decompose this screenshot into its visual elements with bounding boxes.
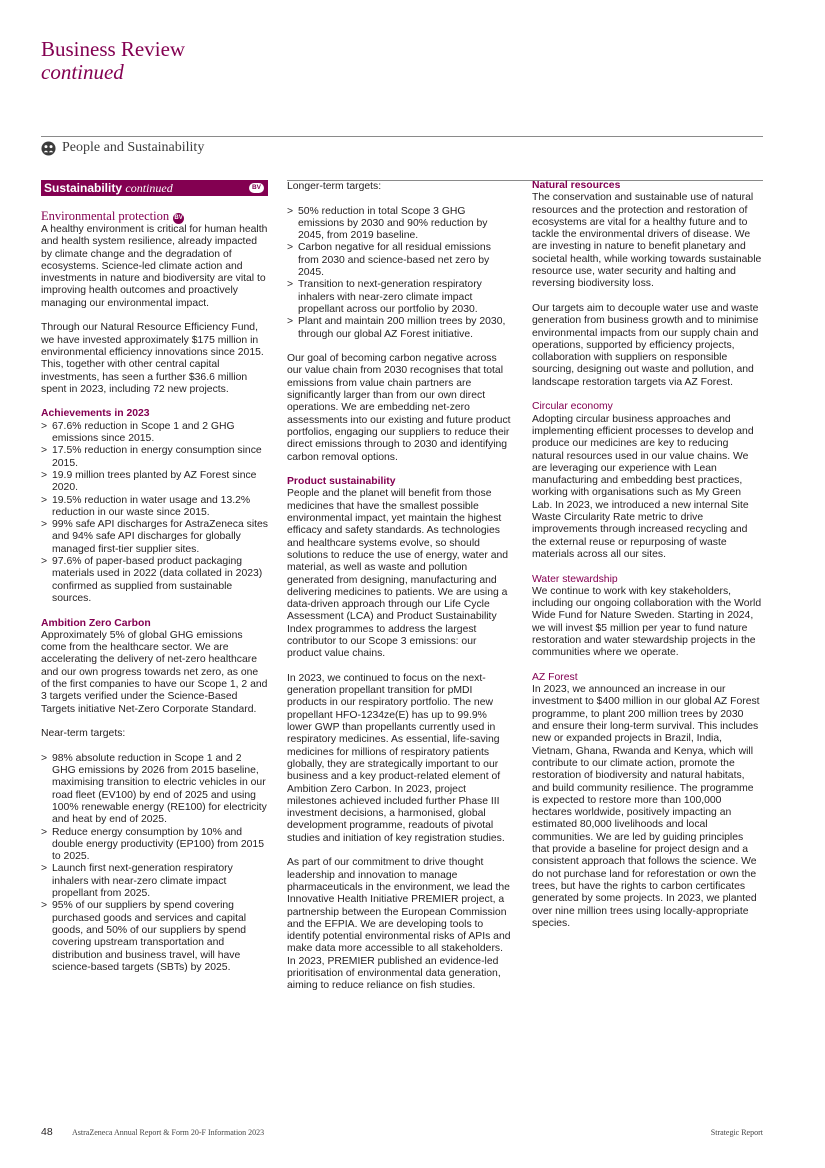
footer-section: Strategic Report: [710, 1128, 763, 1137]
env-heading: Environmental protection BV: [41, 209, 183, 223]
azc-paragraph: Approximately 5% of global GHG emissions come from the healthcare sector. We are accelerating the delivery of net-zero healthcare and our own progress towards net zero, as one of the first companies to have our Scope 1, 2 and 3 targets verified under the Science-Based Targets initiative Net-Zero Corporate Standard.: [41, 629, 268, 715]
column-3: [532, 180, 763, 930]
column-2: [287, 181, 513, 993]
longer-term-label: Longer-term targets:: [287, 181, 382, 192]
top-divider: [41, 136, 763, 137]
section-label: [41, 139, 204, 157]
list-item: > Reduce energy consumption by 10% and double energy productivity (EP100) from 2015 to 2025.: [41, 827, 268, 864]
section-label-text: People and Sustainability: [62, 140, 205, 155]
bv-badge: BV: [249, 183, 264, 193]
list-item: > 97.6% of paper-based product packaging materials used in 2022 (data collated in 2023) confirmed as supplied from sustainable sources.: [41, 556, 268, 605]
forest-paragraph: In 2023, we announced an increase in our investment to $400 million in our global AZ Forest programme, to plant 200 million trees by 2030 and ensure their long-term survival. This includes new or expanded projects in Brazil, India, Vietnam, Ghana, Rwanda and Kenya, which will contribute to our climate action, promote the restoration of biodiversity and natural habitats, and build community resilience. The programme is expected to restore more than 100,000 hectares worldwide, positively impacting an estimated 80,000 livelihoods and local communities. We are led by guiding principles that provide a baseline for project design and a consistent approach that follows the science. We do not purchase land for reforestation or own the trees, but have the rights to carbon certificates generated by some projects. In 2023, we planted over nine million trees using locally-appropriate species.: [532, 684, 760, 929]
list-item: > Launch first next-generation respiratory inhalers with near-zero climate impact propellant from 2025.: [41, 863, 268, 900]
water-paragraph: We continue to work with key stakeholders, including our ongoing collaboration with the World Wide Fund for Nature Sweden. Starting in 2024, we will invest $5 million per year to fund nature restoration and water stewardship projects in the communities where we operate.: [532, 585, 762, 659]
list-item: > 98% absolute reduction in Scope 1 and 2 GHG emissions by 2026 from 2015 baseline, maximising transition to electric vehicles in our road fleet (EV100) by end of 2025 and using 100% renewable energy (RE100) for electricity and heat by end of 2025.: [41, 753, 268, 827]
circular-paragraph: Adopting circular business approaches and implementing efficient processes to develop and produce our medicines are key to reducing natural resources used in our value chains. We are leveraging our experience with Lean manufacturing and embedding best practices, working with organisations such as My Green Lab. In 2023, we introduced a new internal Site Waste Circularity Rate metric to drive improvements through increased recycling and the external reuse or repurposing of waste materials across all our sites.: [532, 413, 754, 560]
goal-paragraph: Our goal of becoming carbon negative across our value chain from 2030 recognises that total emissions from value chain partners are significantly larger than from our own direct operations. We are embedding net-zero assessments into our existing and future product portfolios, engaging our suppliers to reduce their direct emissions through to 2030 and identifying carbon removal options.: [287, 353, 511, 463]
env-paragraph-2: Through our Natural Resource Efficiency Fund, we have invested approximately $175 million in environmental efficiency innovations since 2015. This, together with other central capital investments, has seen a further $36.6 million spent in 2023, including 72 new projects.: [41, 322, 264, 395]
achievements-list: [41, 421, 268, 605]
sustainability-banner: [41, 180, 268, 196]
natural-resources-heading: Natural resources: [532, 180, 621, 191]
banner-title: Sustainability continued: [44, 180, 173, 195]
water-stewardship-heading: Water stewardship: [532, 573, 618, 585]
list-item: > 50% reduction in total Scope 3 GHG emissions by 2030 and 90% reduction by 2045, from 2019 baseline.: [287, 206, 513, 243]
az-forest-heading: AZ Forest: [532, 671, 578, 683]
product-paragraph-1: People and the planet will benefit from those medicines that have the smallest possible environmental impact, yet maintain the highest efficacy and safety standards. As technologies and healthcare systems evolve, so should solutions to reduce the use of energy, water and material, as well as waste and pollution generated from designing, manufacturing and delivering medicines to patients. We are using a data-driven approach through our Life Cycle Assessment (LCA) and Product Sustainability Index programmes to address the largest contributor to our Scope 3 emissions: our product value chains.: [287, 488, 509, 660]
list-item: > Transition to next-generation respiratory inhalers with near-zero climate impact propellant across our portfolio by 2030.: [287, 279, 513, 316]
product-paragraph-3: As part of our commitment to drive thought leadership and innovation to manage pharmaceuticals in the environment, we lead the Innovative Health Initiative PREMIER project, a partnership between the European Commission and the EFPIA. We are developing tools to identify potential environmental risks of APIs and make data more accessible to all stakeholders. In 2023, PREMIER published an evidence-led prioritisation of environmental data generation, aiming to reduce reliance on fish studies.: [287, 857, 511, 992]
longer-term-list: [287, 206, 513, 341]
footer-publication: AstraZeneca Annual Report & Form 20-F Information 2023: [72, 1128, 265, 1137]
near-term-label: Near-term targets:: [41, 728, 126, 740]
bv-badge-icon: BV: [173, 213, 184, 224]
page-number: 48: [41, 1126, 53, 1138]
list-item: > 19.9 million trees planted by AZ Forest since 2020.: [41, 470, 268, 495]
list-item: > Plant and maintain 200 million trees by 2030, through our global AZ Forest initiative.: [287, 316, 513, 341]
page-title: Business Review: [41, 37, 186, 61]
natural-paragraph-2: Our targets aim to decouple water use and waste generation from business growth and to minimise environmental impacts from our supply chain and operations, supported by efficiency projects, collaboration with suppliers on responsible sourcing, designing out waste and pollution, and landscape restoration targets via AZ Forest.: [532, 302, 759, 388]
column-1: [41, 180, 268, 974]
achievements-heading: Achievements in 2023: [41, 408, 150, 420]
natural-paragraph-1: The conservation and sustainable use of natural resources and the protection and restoration of ecosystems are vital for a healthy future and to tackle the environmental drivers of disease. We are investing in nature to benefit planetary and societal health, while working towards sustainable resource use, water security and halting and reversing biodiversity loss.: [532, 192, 762, 290]
list-item: > 17.5% reduction in energy consumption since 2015.: [41, 445, 268, 470]
azc-heading: Ambition Zero Carbon: [41, 617, 151, 629]
env-paragraph-1: A healthy environment is critical for human health and health system resilience, already impacted by climate change and the degradation of ecosystems. Science-led climate action and investments in nature and biodiversity are vital to improving health outcomes and proactively managing our environmental impact.: [41, 224, 268, 309]
circular-economy-heading: Circular economy: [532, 401, 613, 413]
product-heading: Product sustainability: [287, 476, 396, 488]
list-item: > 99% safe API discharges for AstraZeneca sites and 94% safe API discharges for globally managed first-tier supplier sites.: [41, 519, 268, 556]
page-subtitle: continued: [41, 60, 124, 84]
list-item: > 95% of our suppliers by spend covering purchased goods and services and capital goods, and 50% of our suppliers by spend covering upstream transportation and distribution and business travel, will have science-based targets (SBTs) by 2025.: [41, 900, 268, 974]
list-item: > 19.5% reduction in water usage and 13.2% reduction in our waste since 2015.: [41, 495, 268, 520]
near-term-list: [41, 753, 268, 974]
people-sustainability-icon: [41, 141, 56, 156]
list-item: > Carbon negative for all residual emissions from 2030 and science-based net zero by 2045.: [287, 242, 513, 279]
list-item: > 67.6% reduction in Scope 1 and 2 GHG emissions since 2015.: [41, 421, 268, 446]
product-paragraph-2: In 2023, we continued to focus on the next-generation propellant transition for pMDI products in our respiratory portfolio. The new propellant HFO-1234ze(E) has up to 99.9% lower GWP than propellants currently used in respiratory medicines. As essential, life-saving medicines for millions of respiratory patients globally, they are strategically important to our business and a key product-related element of Ambition Zero Carbon. In 2023, project milestones achieved included further Phase III investment decisions, a harmonised, global development programme, readouts of pivotal studies and initiation of key registration studies.: [287, 672, 505, 844]
